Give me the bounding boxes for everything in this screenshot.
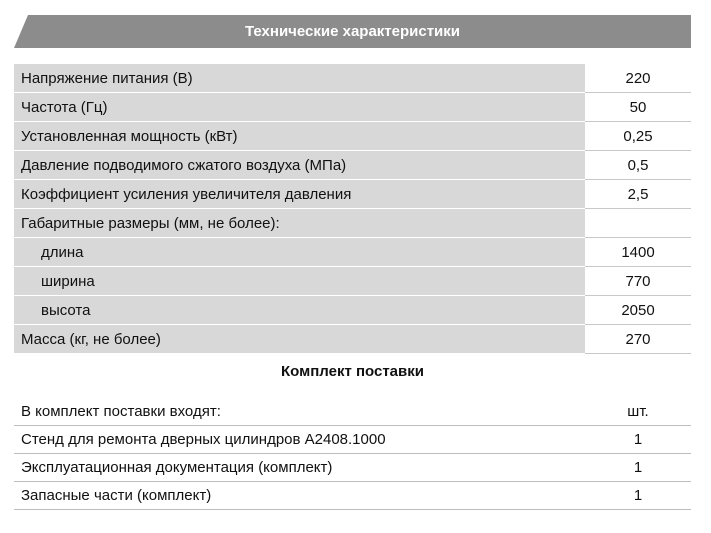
spec-value: 2050 bbox=[585, 296, 691, 325]
specs-header-banner bbox=[14, 15, 691, 48]
spec-label: длина bbox=[14, 238, 585, 267]
spec-row bbox=[14, 180, 691, 209]
specs-table bbox=[14, 64, 691, 354]
kit-row bbox=[14, 454, 691, 482]
kit-label: Стенд для ремонта дверных цилиндров А2408.1000 bbox=[14, 426, 585, 454]
spec-value: 770 bbox=[585, 267, 691, 296]
spec-row bbox=[14, 209, 691, 238]
spec-row bbox=[14, 267, 691, 296]
spec-label: Напряжение питания (В) bbox=[14, 64, 585, 93]
spec-value: 0,25 bbox=[585, 122, 691, 151]
kit-table bbox=[14, 398, 691, 510]
spec-label: Коэффициент усиления увеличителя давления bbox=[14, 180, 585, 209]
spec-row bbox=[14, 93, 691, 122]
kit-row bbox=[14, 482, 691, 510]
spec-value: 270 bbox=[585, 325, 691, 354]
spec-label: высота bbox=[14, 296, 585, 325]
kit-label: Эксплуатационная документация (комплект) bbox=[14, 454, 585, 482]
spec-value: 50 bbox=[585, 93, 691, 122]
spec-label: Масса (кг, не более) bbox=[14, 325, 585, 354]
spec-row bbox=[14, 238, 691, 267]
spec-value: 2,5 bbox=[585, 180, 691, 209]
spec-label: Установленная мощность (кВт) bbox=[14, 122, 585, 151]
spec-label: Давление подводимого сжатого воздуха (МПа) bbox=[14, 151, 585, 180]
spec-value bbox=[585, 209, 691, 238]
spec-label: Габаритные размеры (мм, не более): bbox=[14, 209, 585, 238]
spec-value: 1400 bbox=[585, 238, 691, 267]
spec-label: Частота (Гц) bbox=[14, 93, 585, 122]
spec-label: ширина bbox=[14, 267, 585, 296]
kit-value: 1 bbox=[585, 454, 691, 482]
kit-row bbox=[14, 426, 691, 454]
kit-value: 1 bbox=[585, 482, 691, 510]
spec-row bbox=[14, 151, 691, 180]
kit-value: шт. bbox=[585, 398, 691, 426]
spec-row bbox=[14, 64, 691, 93]
spec-value: 0,5 bbox=[585, 151, 691, 180]
spec-row bbox=[14, 122, 691, 151]
kit-title: Комплект поставки bbox=[281, 363, 424, 380]
kit-row bbox=[14, 398, 691, 426]
spec-row bbox=[14, 325, 691, 354]
spec-value: 220 bbox=[585, 64, 691, 93]
kit-label: В комплект поставки входят: bbox=[14, 398, 585, 426]
specs-title: Технические характеристики bbox=[244, 23, 461, 40]
kit-label: Запасные части (комплект) bbox=[14, 482, 585, 510]
kit-value: 1 bbox=[585, 426, 691, 454]
spec-row bbox=[14, 296, 691, 325]
